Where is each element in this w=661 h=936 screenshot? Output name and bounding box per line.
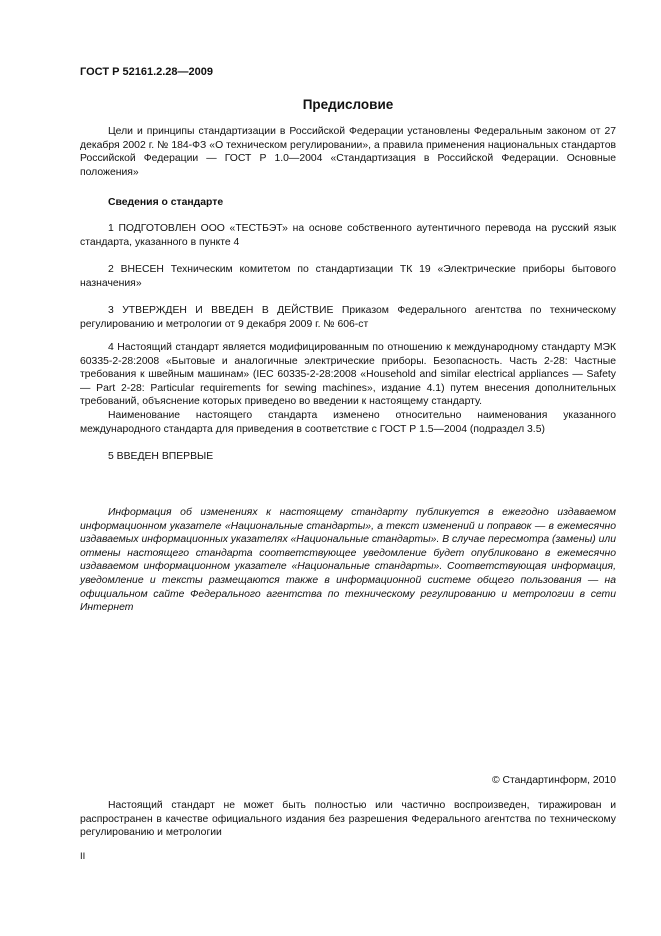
footer-notice: Настоящий стандарт не может быть полностью или частично воспроизведен, тиражирован и распространен в качестве официального издания без разрешения Федерального агентства по техническому регулированию и метрологии <box>80 800 616 839</box>
page-title: Предисловие <box>302 97 394 112</box>
item-5: 5 ВВЕДЕН ВПЕРВЫЕ <box>108 451 214 462</box>
copyright: © Стандартинформ, 2010 <box>491 775 616 786</box>
item-4: 4 Настоящий стандарт является модифицированным по отношению к международному стандарту МЭК 60335-2-28:2008 «Бытовые и аналогичные электрические приборы. Безопасность. Часть 2-28: Частные требования к швейным машинам» (IEC 60335-2-28:2008 «Household and similar electrical appliances — Safety — Part 2-28: Particular requirements for sewing machines», издание 4.1) путем внесения дополнительных требований, объяснение которых приведено во введении к настоящему стандарту. <box>80 342 616 408</box>
info-notice: Информация об изменениях к настоящему стандарту публикуется в ежегодно издаваемом информационном указателе «Национальные стандарты», а текст изменений и поправок — в ежемесячно издаваемых информационных указателях «Национальные стандарты». В случае пересмотра (замены) или отмены настоящего стандарта соответствующее уведомление будет опубликовано в ежемесячно издаваемом информационном указателе «Национальные стандарты». Соответствующая информация, уведомление и тексты размещаются также в информационной системе общего пользования — на официальном сайте Федерального агентства по техническому регулированию и метрологии в сети Интернет <box>80 507 616 614</box>
intro-paragraph: Цели и принципы стандартизации в Российской Федерации установлены Федеральным законом от 27 декабря 2002 г. № 184-ФЗ «О техническом регулировании», а правила применения национальных стандартов Российской Федерации — ГОСТ Р 1.0—2004 «Стандартизация в Российской Федерации. Основные положения» <box>80 126 616 178</box>
document-id: ГОСТ Р 52161.2.28—2009 <box>80 66 214 78</box>
item-2: 2 ВНЕСЕН Техническим комитетом по стандартизации ТК 19 «Электрические приборы бытового назначения» <box>80 264 616 289</box>
item-3: 3 УТВЕРЖДЕН И ВВЕДЕН В ДЕЙСТВИЕ Приказом Федерального агентства по техническому регулированию и метрологии от 9 декабря 2009 г. № 606-ст <box>80 305 616 330</box>
item-1: 1 ПОДГОТОВЛЕН ООО «ТЕСТБЭТ» на основе собственного аутентичного перевода на русский язык стандарта, указанного в пункте 4 <box>80 223 616 248</box>
page-number: II <box>80 851 86 862</box>
section-heading: Сведения о стандарте <box>108 197 224 208</box>
item-4-note: Наименование настоящего стандарта изменено относительно наименования указанного международного стандарта для приведения в соответствие с ГОСТ Р 1.5—2004 (подраздел 3.5) <box>80 410 616 435</box>
